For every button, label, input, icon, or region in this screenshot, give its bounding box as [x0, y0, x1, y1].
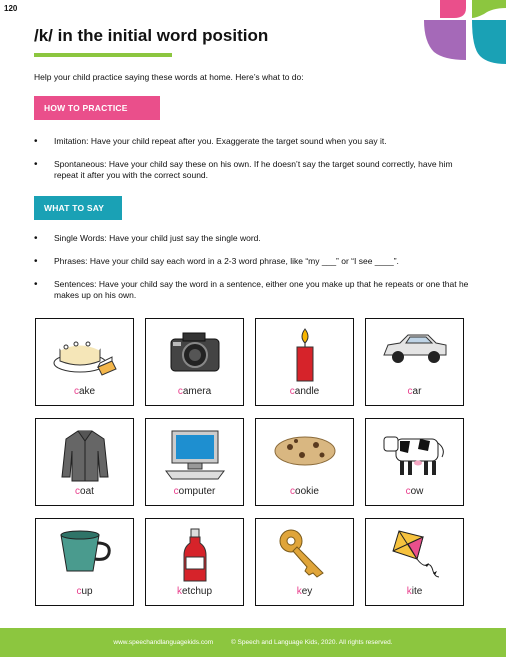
candle-icon — [290, 327, 320, 383]
coat-icon — [60, 427, 110, 483]
word-card-camera — [145, 318, 244, 406]
word-label: cake — [73, 386, 96, 397]
word-card-cup — [35, 518, 134, 606]
word-card-ketchup — [145, 518, 244, 606]
list-item: • Sentences: Have your child say the word in a sentence, either one you make up that he repeats or one that he makes up on his own. — [34, 279, 474, 301]
page-title: /k/ in the initial word position — [34, 26, 269, 45]
word-label: kite — [406, 586, 423, 597]
brand-logo-icon — [410, 0, 506, 70]
word-card-computer — [145, 418, 244, 506]
title-underline — [34, 53, 172, 57]
word-label: ketchup — [176, 586, 213, 597]
word-card-car — [365, 318, 464, 406]
word-label: car — [407, 386, 422, 397]
word-label: computer — [173, 486, 216, 497]
ketchup-icon — [180, 527, 210, 585]
footer-copyright: © Speech and Language Kids, 2020. All rights reserved. — [230, 639, 393, 646]
word-label: cookie — [290, 486, 319, 497]
word-card-cow — [365, 418, 464, 506]
how-to-practice-heading: HOW TO PRACTICE — [34, 96, 160, 120]
word-card-coat — [35, 418, 134, 506]
word-label: cow — [405, 486, 424, 497]
cup-icon — [55, 527, 115, 577]
intro-text: Help your child practice saying these words at home. Here’s what to do: — [34, 72, 304, 82]
kite-icon — [387, 527, 443, 583]
say-list — [34, 233, 474, 313]
list-item: • Imitation: Have your child repeat after you. Exaggerate the target sound when you say it. — [34, 136, 474, 147]
list-item: • Single Words: Have your child just say the single word. — [34, 233, 474, 244]
list-item: • Phrases: Have your child say each word in a 2-3 word phrase, like “my ___” or “I see ____”. — [34, 256, 474, 267]
word-label: cup — [76, 586, 93, 597]
footer — [0, 628, 506, 657]
list-item: • Spontaneous: Have your child say these on his own. If he doesn’t say the target sound correctly, have him repeat it after you with the correct sound. — [34, 159, 474, 181]
cow-icon — [380, 427, 450, 477]
word-card-grid — [35, 318, 465, 606]
word-card-cookie — [255, 418, 354, 506]
cake-icon — [50, 327, 120, 379]
word-label: candle — [289, 386, 320, 397]
key-icon — [277, 527, 333, 581]
computer-icon — [164, 427, 226, 481]
word-card-kite — [365, 518, 464, 606]
what-to-say-heading: WHAT TO SAY — [34, 196, 122, 220]
word-label: camera — [177, 386, 212, 397]
practice-list — [34, 136, 474, 193]
page-number: 120 — [4, 4, 18, 13]
car-icon — [380, 327, 450, 367]
word-label: key — [296, 586, 313, 597]
camera-icon — [165, 327, 225, 377]
cookie-icon — [272, 427, 338, 471]
word-card-cake — [35, 318, 134, 406]
footer-website: www.speechandlanguagekids.com — [113, 639, 214, 646]
word-label: coat — [75, 486, 94, 497]
word-card-candle — [255, 318, 354, 406]
word-card-key — [255, 518, 354, 606]
